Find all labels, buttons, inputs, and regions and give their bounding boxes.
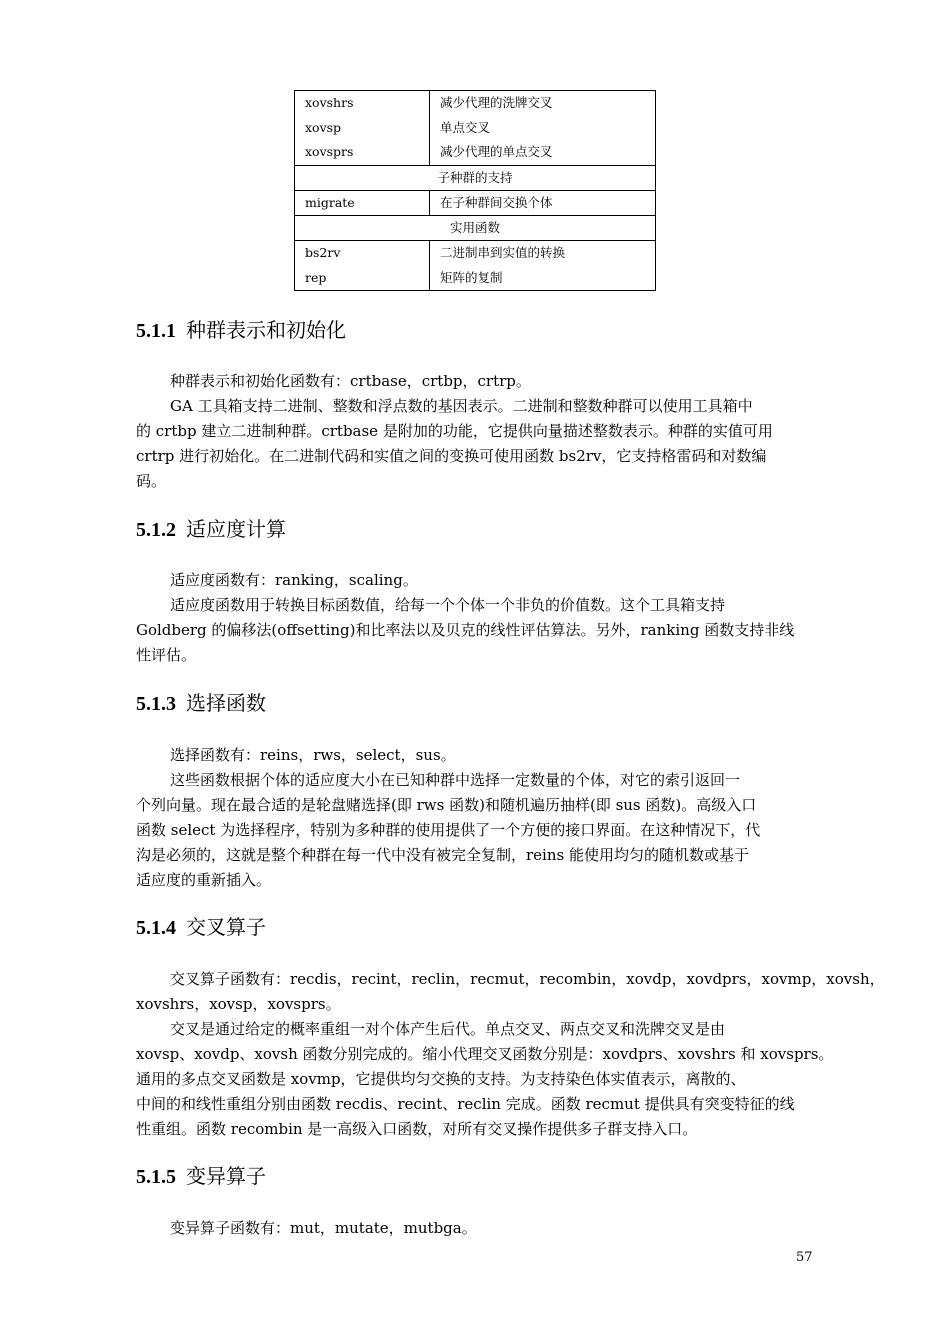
text-line: 适应度函数有：ranking，scaling。 (170, 571, 418, 589)
text-line: crtrp 进行初始化。在二进制代码和实值之间的变换可使用函数 bs2rv，它支持格雷码和对数编 (136, 447, 767, 465)
table-cell-names (295, 91, 430, 166)
table-cell-name: migrate (305, 194, 355, 210)
section-body (136, 1216, 816, 1241)
table-cell-desc: 减少代理的单点交叉 (440, 144, 553, 159)
section-body (136, 568, 816, 668)
section-body (136, 369, 816, 494)
page-number: 57 (796, 1250, 813, 1265)
text-line: 选择函数有：reins，rws，select，sus。 (170, 746, 456, 764)
section-number: 5.1.3 (136, 693, 176, 715)
text-line: 交叉算子函数有：recdis，recint，reclin，recmut，recombin，xovdp，xovdprs，xovmp，xovsh， (170, 970, 885, 988)
text-line: 适应度的重新插入。 (136, 871, 272, 889)
table-cell-descs (430, 190, 656, 216)
text-line: 适应度函数用于转换目标函数值，给每一个个体一个非负的价值数。这个工具箱支持 (170, 596, 726, 614)
text-line: 性评估。 (136, 646, 197, 664)
section-heading (136, 1160, 266, 1189)
table-cell-name: xovsprs (305, 144, 354, 159)
text-line: 种群表示和初始化函数有：crtbase，crtbp，crtrp。 (170, 372, 531, 390)
function-table (294, 90, 656, 291)
text-line: 性重组。函数 recombin 是一高级入口函数，对所有交叉操作提供多子群支持入口。 (136, 1120, 698, 1138)
table-cell-descs (430, 241, 656, 291)
table-group-subpop: 子种群的支持 (295, 165, 656, 190)
section-title: 交叉算子 (186, 915, 266, 939)
table-row (295, 91, 656, 166)
table-cell-name: xovshrs (305, 95, 354, 110)
table-cell-names (295, 190, 430, 216)
table-cell-desc: 矩阵的复制 (440, 269, 503, 285)
text-line: 通用的多点交叉函数是 xovmp，它提供均匀交换的支持。为支持染色体实值表示，离散的、 (136, 1070, 746, 1088)
text-line: 变异算子函数有：mut，mutate，mutbga。 (170, 1219, 477, 1237)
text-line: 中间的和线性重组分别由函数 recdis、recint、reclin 完成。函数 recmut 提供具有突变特征的线 (136, 1095, 795, 1113)
text-line: xovshrs，xovsp，xovsprs。 (136, 995, 341, 1013)
text-line: GA 工具箱支持二进制、整数和浮点数的基因表示。二进制和整数种群可以使用工具箱中 (170, 397, 753, 415)
table-cell-desc: 单点交叉 (440, 119, 491, 135)
text-line: 码。 (136, 472, 167, 490)
table-cell-desc: 二进制串到实值的转换 (440, 245, 566, 260)
text-line: 个列向量。现在最合适的是轮盘赌选择(即 rws 函数)和随机遍历抽样(即 sus 函数)。高级入口 (136, 796, 757, 814)
table-row (295, 241, 656, 291)
text-line: Goldberg 的偏移法(offsetting)和比率法以及贝克的线性评估算法。另外，ranking 函数支持非线 (136, 621, 795, 639)
table-cell-desc: 在子种群间交换个体 (440, 194, 553, 210)
table-cell-name: xovsp (305, 119, 342, 135)
section-heading (136, 513, 286, 542)
table-cell-name: rep (305, 269, 327, 285)
section-heading (136, 687, 266, 716)
text-line: 交叉是通过给定的概率重组一对个体产生后代。单点交叉、两点交叉和洗牌交叉是由 (170, 1020, 726, 1038)
table-row (295, 190, 656, 216)
section-number: 5.1.4 (136, 917, 176, 939)
text-line: 这些函数根据个体的适应度大小在已知种群中选择一定数量的个体，对它的索引返回一 (170, 771, 741, 789)
table-group-util: 实用函数 (295, 216, 656, 241)
section-heading (136, 314, 346, 343)
table-cell-name: bs2rv (305, 245, 341, 260)
section-number: 5.1.1 (136, 320, 176, 342)
section-title: 适应度计算 (186, 517, 286, 541)
table-cell-descs (430, 91, 656, 166)
text-line: 函数 select 为选择程序，特别为多种群的使用提供了一个方便的接口界面。在这种情况下，代 (136, 821, 761, 839)
section-title: 变异算子 (186, 1164, 266, 1188)
table-group-row (295, 165, 656, 190)
section-body (136, 967, 885, 1142)
table-group-row (295, 216, 656, 241)
text-line: xovsp、xovdp、xovsh 函数分别完成的。缩小代理交叉函数分别是：xovdprs、xovshrs 和 xovsprs。 (136, 1045, 834, 1063)
section-body (136, 743, 816, 893)
text-line: 沟是必须的，这就是整个种群在每一代中没有被完全复制，reins 能使用均匀的随机数或基于 (136, 846, 749, 864)
section-heading (136, 911, 266, 940)
text-line: 的 crtbp 建立二进制种群。crtbase 是附加的功能，它提供向量描述整数表示。种群的实值可用 (136, 422, 773, 440)
section-title: 选择函数 (186, 691, 266, 715)
table-cell-desc: 减少代理的洗牌交叉 (440, 95, 553, 110)
section-title: 种群表示和初始化 (186, 318, 346, 342)
table-cell-names (295, 241, 430, 291)
section-number: 5.1.5 (136, 1166, 176, 1188)
section-number: 5.1.2 (136, 519, 176, 541)
